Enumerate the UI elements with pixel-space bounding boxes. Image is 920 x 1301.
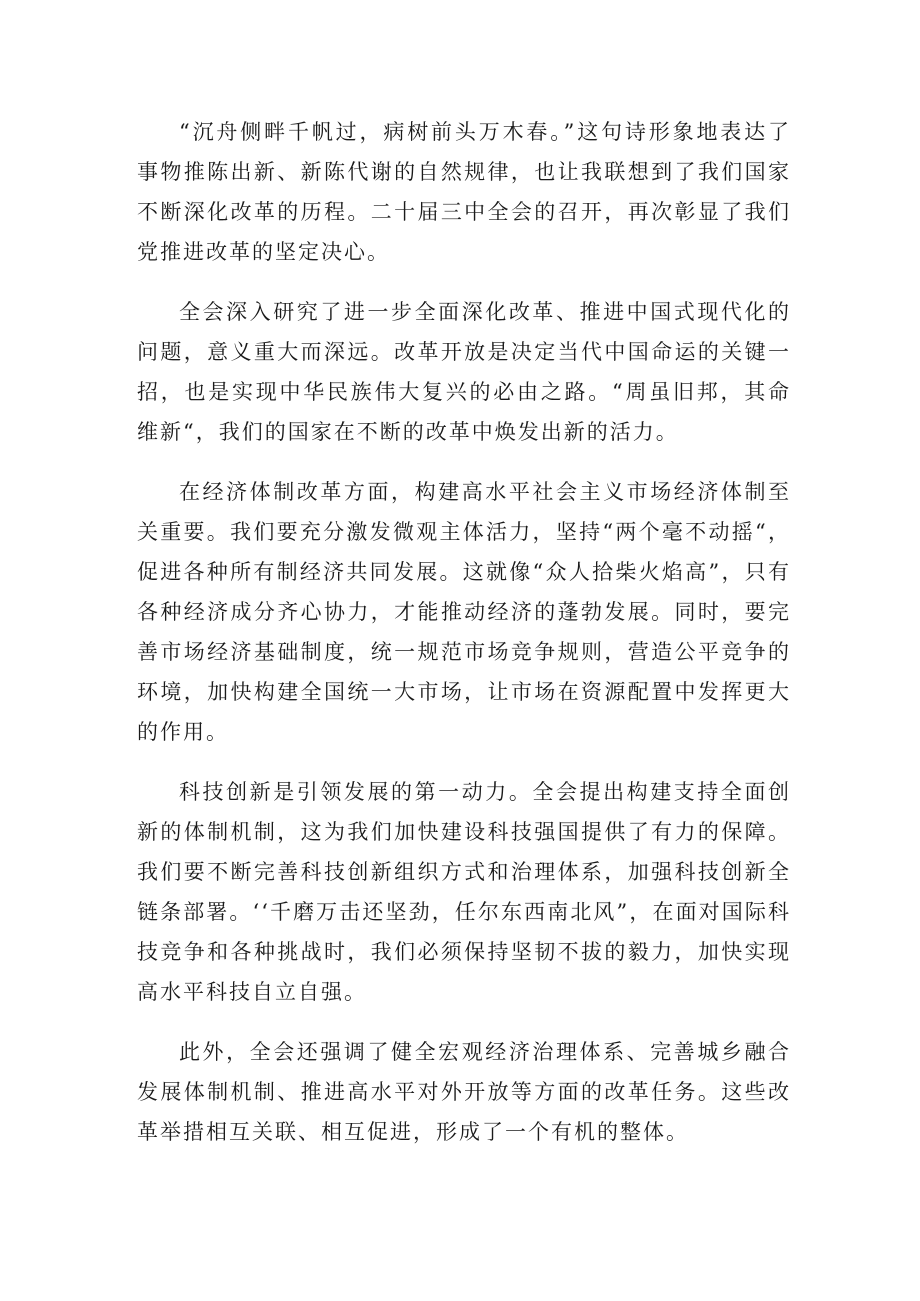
paragraph-5: 此外，全会还强调了健全宏观经济治理体系、完善城乡融合发展体制机制、推进高水平对外开放等方面的改革任务。这些改革举措相互关联、相互促进，形成了一个有机的整体。	[137, 1040, 791, 1144]
paragraph-4: 科技创新是引领发展的第一动力。全会提出构建支持全面创新的体制机制，这为我们加快建设科技强国提供了有力的保障。我们要不断完善科技创新组织方式和治理体系，加强科技创新全链条部署。‘‘千磨万击还坚劲，任尔东西南北风”，在面对国际科技竞争和各种挑战时，我们必须保持坚韧不拔的毅力，加快实现高水平科技自立自强。	[137, 780, 791, 1004]
paragraph-1: “沉舟侧畔千帆过，病树前头万木春。”这句诗形象地表达了事物推陈出新、新陈代谢的自然规律，也让我联想到了我们国家不断深化改革的历程。二十届三中全会的召开，再次彰显了我们党推进改革的坚定决心。	[137, 120, 791, 264]
paragraph-2: 全会深入研究了进一步全面深化改革、推进中国式现代化的问题，意义重大而深远。改革开放是决定当代中国命运的关键一招，也是实现中华民族伟大复兴的必由之路。“周虽旧邦，其命维新“，我们的国家在不断的改革中焕发出新的活力。	[137, 300, 791, 444]
paragraph-3: 在经济体制改革方面，构建高水平社会主义市场经济体制至关重要。我们要充分激发微观主体活力，坚持“两个毫不动摇“，促进各种所有制经济共同发展。这就像“众人拾柴火焰高”，只有各种经济成分齐心协力，才能推动经济的蓬勃发展。同时，要完善市场经济基础制度，统一规范市场竞争规则，营造公平竞争的环境，加快构建全国统一大市场，让市场在资源配置中发挥更大的作用。	[137, 480, 791, 744]
document-body	[137, 112, 791, 1172]
